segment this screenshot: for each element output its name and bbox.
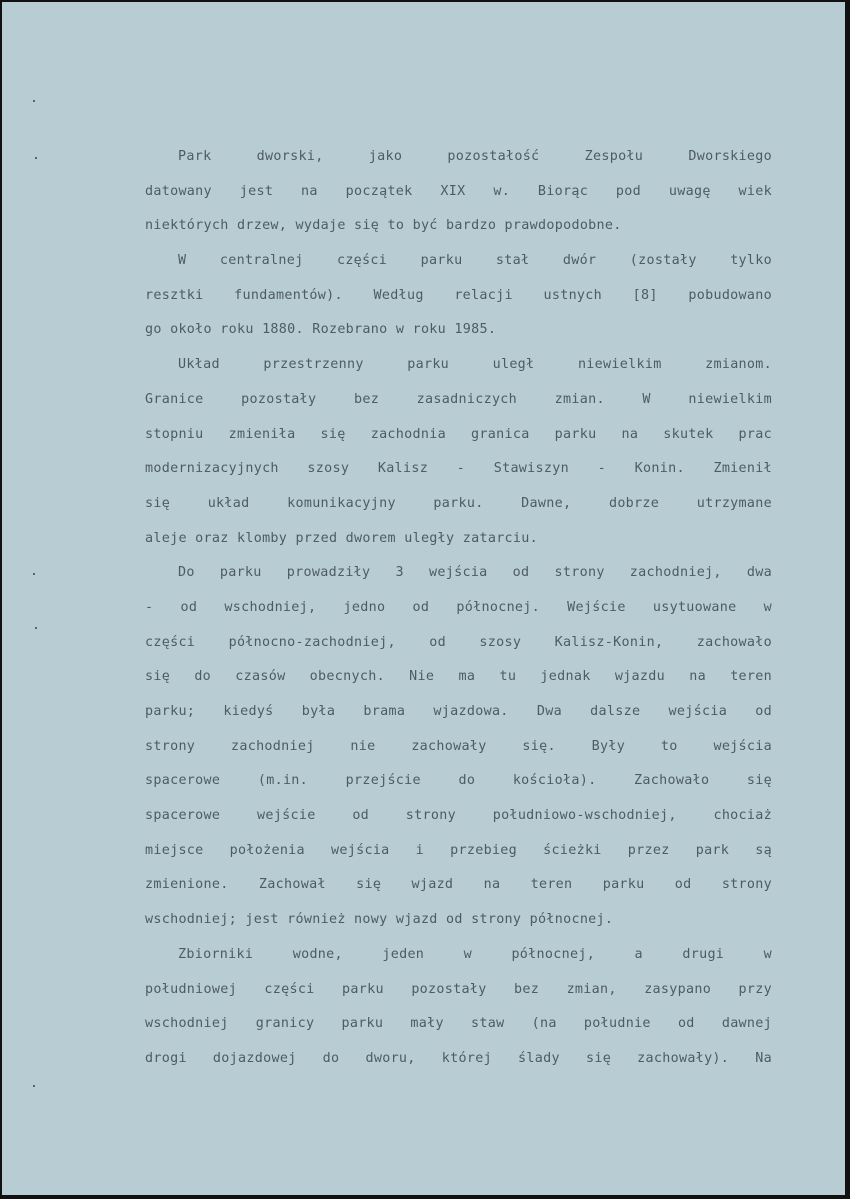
document-page — [2, 2, 845, 1195]
text-line: stopniu zmieniła się zachodnia granica parku na skutek prac — [145, 426, 772, 442]
text-line: strony zachodniej nie zachowały się. Były to wejścia — [145, 738, 772, 754]
scan-speck — [33, 100, 35, 102]
text-line: zmienione. Zachował się wjazd na teren parku od strony — [145, 877, 772, 893]
text-line: niektórych drzew, wydaje się to być bardzo prawdopodobne. — [145, 218, 622, 234]
text-line: miejsce położenia wejścia i przebieg ścieżki przez park są — [145, 842, 772, 858]
text-line: południowej części parku pozostały bez zmian, zasypano przy — [145, 981, 772, 997]
text-line: spacerowe (m.in. przejście do kościoła). Zachowało się — [145, 773, 772, 789]
text-line: wschodniej; jest również nowy wjazd od strony północnej. — [145, 912, 614, 928]
text-line: parku; kiedyś była brama wjazdowa. Dwa dalsze wejścia od — [145, 704, 772, 719]
scan-speck — [35, 627, 37, 629]
scan-speck — [33, 573, 35, 575]
body-text — [145, 140, 772, 1077]
text-line: Zbiorniki wodne, jeden w północnej, a drugi w — [178, 946, 772, 962]
text-line: Układ przestrzenny parku uległ niewielkim zmianom. — [178, 357, 772, 373]
scan-speck — [35, 157, 37, 159]
text-line: Do parku prowadziły 3 wejścia od strony zachodniej, dwa — [178, 565, 772, 581]
text-line: resztki fundamentów). Według relacji ustnych [8] pobudowano — [145, 287, 772, 303]
text-line: spacerowe wejście od strony południowo-wschodniej, chociaż — [145, 808, 772, 824]
text-line: Granice pozostały bez zasadniczych zmian. W niewielkim — [145, 391, 772, 407]
text-line: datowany jest na początek XIX w. Biorąc pod uwagę wiek — [145, 183, 772, 199]
scan-speck — [33, 1085, 35, 1087]
text-line: W centralnej części parku stał dwór (zostały tylko — [178, 253, 772, 269]
text-line: drogi dojazdowej do dworu, której ślady się zachowały). Na — [145, 1050, 772, 1066]
text-line: aleje oraz klomby przed dworem uległy zatarciu. — [145, 530, 539, 546]
text-line: - od wschodniej, jedno od północnej. Wejście usytuowane w — [145, 599, 772, 615]
text-line: części północno-zachodniej, od szosy Kalisz-Konin, zachowało — [145, 634, 772, 650]
text-line: modernizacyjnych szosy Kalisz - Stawiszyn - Konin. Zmienił — [145, 461, 772, 477]
text-line: się układ komunikacyjny parku. Dawne, dobrze utrzymane — [145, 495, 772, 511]
text-line: Park dworski, jako pozostałość Zespołu Dworskiego — [178, 149, 772, 164]
text-line: go około roku 1880. Rozebrano w roku 1985. — [145, 322, 497, 338]
text-line: wschodniej granicy parku mały staw (na południe od dawnej — [145, 1016, 772, 1032]
text-line: się do czasów obecnych. Nie ma tu jednak wjazdu na teren — [145, 669, 772, 685]
